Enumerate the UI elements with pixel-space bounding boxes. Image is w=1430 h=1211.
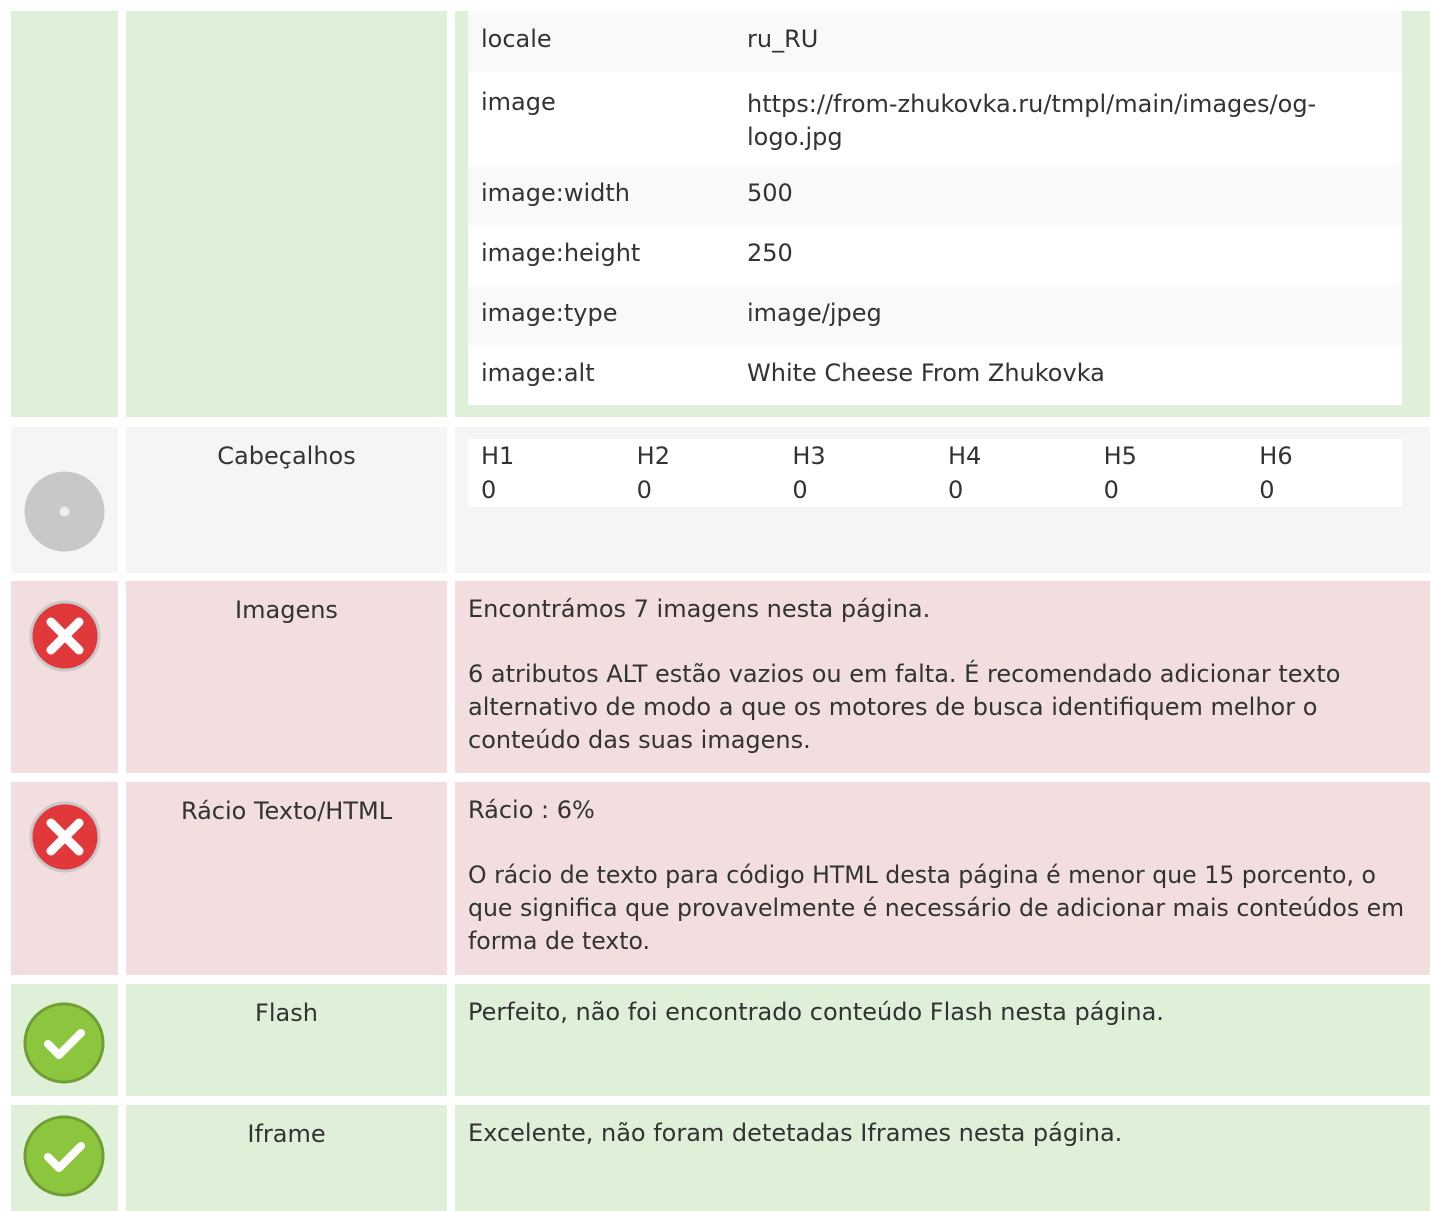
- headings-row: [11, 427, 1430, 573]
- ratio-row: [11, 782, 1430, 975]
- flash-result: Perfeito, não foi encontrado conteúdo Flash nesta página.: [468, 998, 1164, 1026]
- images-message: [455, 581, 1430, 757]
- og-value: 500: [734, 165, 1402, 225]
- og-key: image:width: [468, 165, 734, 225]
- error-x-icon: [29, 801, 101, 873]
- headings-icon-cell: [11, 427, 118, 573]
- iframe-result: Excelente, não foram detetadas Iframes nesta página.: [468, 1119, 1123, 1147]
- headings-name-cell: [126, 427, 447, 573]
- og-key: image:height: [468, 225, 734, 285]
- flash-name-cell: [126, 984, 447, 1096]
- heading-col-h2: H2: [636, 442, 670, 470]
- og-value: https://from-zhukovka.ru/tmpl/main/images/og-logo.jpg: [734, 72, 1402, 165]
- headings-label: Cabeçalhos: [217, 442, 356, 470]
- og-value: 250: [734, 225, 1402, 285]
- og-row-image-alt: [468, 345, 1402, 405]
- og-value: ru_RU: [734, 11, 1402, 72]
- iframe-label: Iframe: [247, 1120, 326, 1148]
- images-advice: 6 atributos ALT estão vazios ou em falta. É recomendado adicionar texto alternativo de modo a que os motores de busca identifiquem melhor o conteúdo das suas imagens.: [468, 660, 1341, 754]
- iframe-body-cell: [455, 1105, 1430, 1211]
- ratio-advice: O rácio de texto para código HTML desta página é menor que 15 porcento, o que significa que provavelmente é necessário de adicionar mais conteúdos em forma de texto.: [468, 861, 1405, 955]
- heading-count: 0: [636, 476, 652, 504]
- headings-header-row: [468, 439, 1402, 473]
- ratio-name-cell: [126, 782, 447, 975]
- flash-message: [455, 984, 1430, 1029]
- ratio-label: Rácio Texto/HTML: [180, 797, 393, 825]
- og-row-image-width: [468, 165, 1402, 225]
- og-row-locale: [468, 11, 1402, 72]
- flash-icon-cell: [11, 984, 118, 1096]
- og-row-image: [468, 72, 1402, 165]
- og-key: locale: [468, 11, 734, 72]
- heading-count: 0: [1259, 476, 1275, 504]
- ratio-message: [455, 782, 1430, 958]
- og-properties-table: [468, 11, 1402, 405]
- ratio-value: Rácio : 6%: [468, 796, 595, 824]
- og-icon-cell: [11, 11, 118, 417]
- flash-body-cell: [455, 984, 1430, 1096]
- neutral-circle-icon: [23, 470, 106, 553]
- success-check-icon: [23, 1002, 105, 1084]
- og-properties-row: [11, 11, 1430, 417]
- og-key: image:alt: [468, 345, 734, 405]
- success-check-icon: [23, 1115, 105, 1197]
- ratio-body-cell: [455, 782, 1430, 975]
- og-value: White Cheese From Zhukovka: [734, 345, 1402, 405]
- error-x-icon: [29, 600, 101, 672]
- images-label: Imagens: [235, 596, 338, 624]
- iframe-message: [455, 1105, 1430, 1150]
- og-body-cell: [455, 11, 1430, 417]
- heading-count: 0: [1103, 476, 1119, 504]
- images-row: [11, 581, 1430, 773]
- headings-count-row: [468, 473, 1402, 507]
- og-row-image-type: [468, 285, 1402, 345]
- og-key: image:type: [468, 285, 734, 345]
- headings-table: [468, 439, 1402, 507]
- heading-col-h6: H6: [1259, 442, 1293, 470]
- heading-col-h4: H4: [947, 442, 982, 470]
- images-body-cell: [455, 581, 1430, 773]
- images-summary: Encontrámos 7 imagens nesta página.: [468, 595, 931, 623]
- flash-label: Flash: [255, 999, 318, 1027]
- headings-body-cell: [455, 427, 1430, 573]
- iframe-name-cell: [126, 1105, 447, 1211]
- heading-count: 0: [481, 476, 497, 504]
- og-row-image-height: [468, 225, 1402, 285]
- heading-count: 0: [792, 476, 808, 504]
- flash-row: [11, 984, 1430, 1096]
- heading-col-h1: H1: [481, 442, 515, 470]
- images-icon-cell: [11, 581, 118, 773]
- ratio-icon-cell: [11, 782, 118, 975]
- og-name-cell: [126, 11, 447, 417]
- iframe-row: [11, 1105, 1430, 1211]
- images-name-cell: [126, 581, 447, 773]
- og-value: image/jpeg: [734, 285, 1402, 345]
- heading-col-h5: H5: [1103, 442, 1137, 470]
- heading-col-h3: H3: [792, 442, 826, 470]
- iframe-icon-cell: [11, 1105, 118, 1211]
- og-key: image: [468, 72, 734, 165]
- heading-count: 0: [947, 476, 964, 504]
